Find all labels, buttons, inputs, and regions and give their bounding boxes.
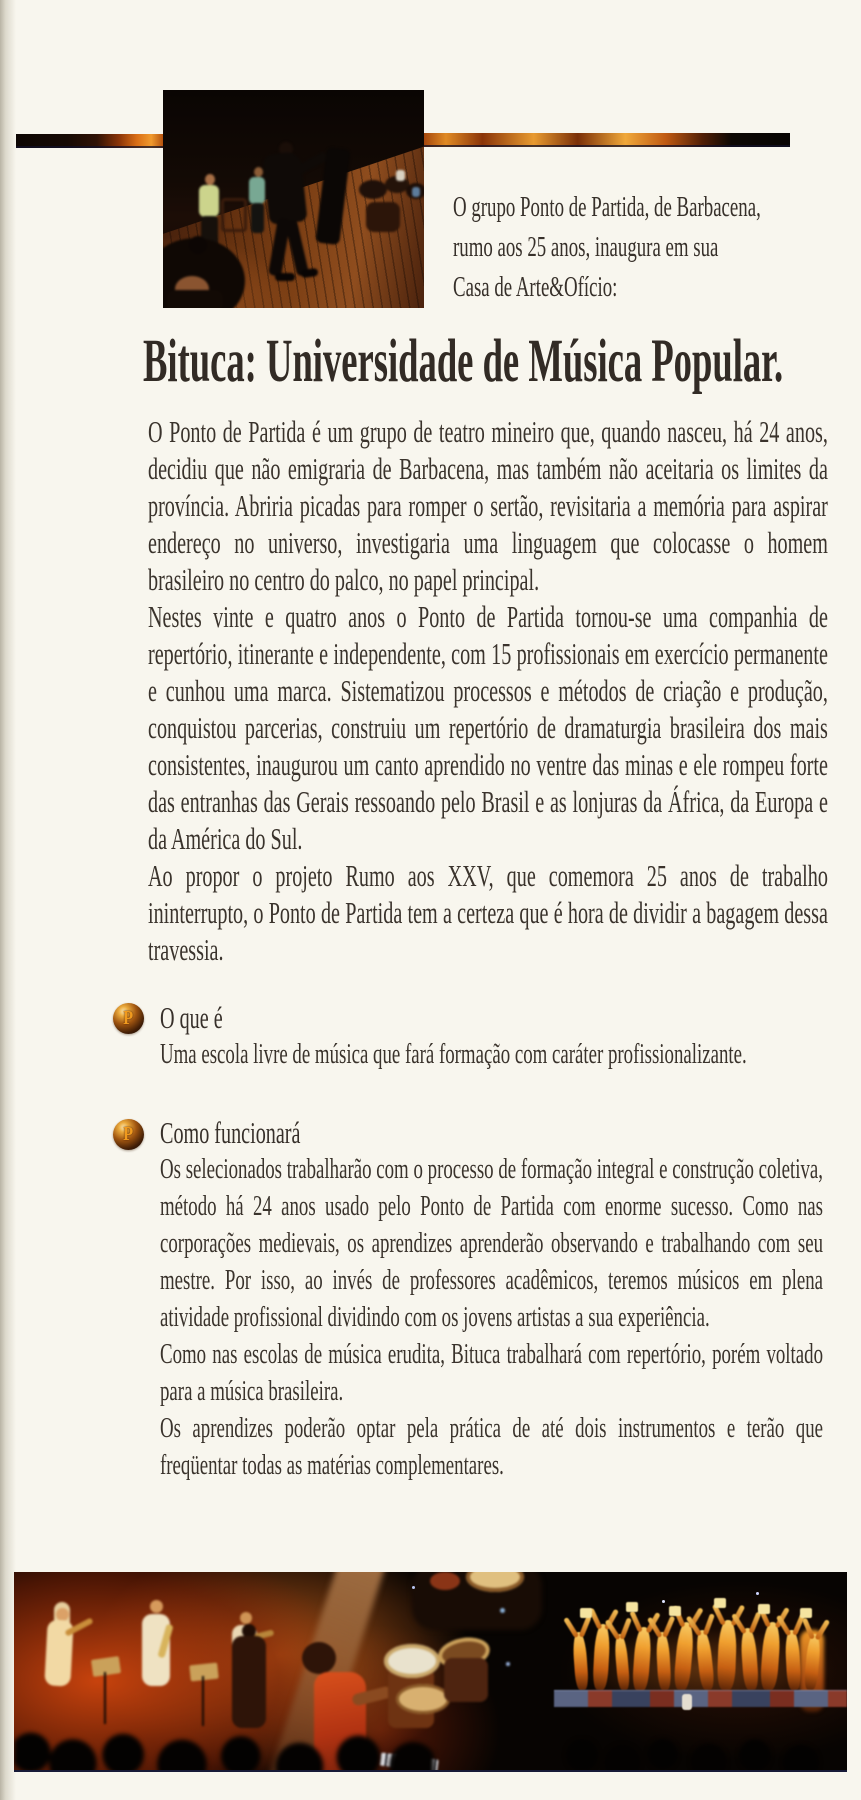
paragraph: Os aprendizes poderão optar pela prática de até dois instrumentos e terão que freqüentar todas as matérias complementares.	[160, 1412, 823, 1481]
top-photo	[163, 90, 424, 308]
photo-shape	[396, 170, 405, 181]
stage-edge-band	[554, 1690, 847, 1707]
audience-silhouettes	[14, 1714, 434, 1772]
paragraph: Ao propor o projeto Rumo aos XXV, que comemora 25 anos de trabalho ininterrupto, o Ponto de Partida tem a certeza que é hora de dividir a bagagem dessa travessia.	[148, 858, 828, 967]
dancer-figure	[717, 1620, 737, 1691]
photo-shape	[249, 177, 265, 204]
photo-shape	[275, 273, 295, 281]
photo-shape	[366, 202, 400, 232]
ponto-de-partida-logo-icon	[113, 1119, 144, 1150]
flame-rule-left	[16, 134, 163, 148]
logo-letter: P	[123, 1123, 134, 1145]
tambourine-shape	[580, 1608, 592, 1618]
stage-light-dot	[662, 1600, 665, 1603]
photo-shape	[251, 203, 264, 233]
page-title: Bituca: Universidade de Música Popular.	[143, 328, 784, 395]
photo-shape	[167, 290, 223, 308]
photo-shape	[301, 268, 319, 278]
photo-shape	[359, 180, 387, 199]
masthead-intro	[453, 187, 817, 307]
photo-figures	[163, 90, 424, 308]
intro-line: rumo aos 25 anos, inaugura em sua	[453, 231, 719, 263]
tambourine-shape	[800, 1608, 812, 1618]
section-como-funcionara	[160, 1114, 861, 1484]
section-o-que-e	[160, 999, 861, 1073]
stage-light-dot	[412, 1586, 415, 1589]
section-heading: Como funcionará	[160, 1115, 301, 1150]
paragraph: Como nas escolas de música erudita, Bituca trabalhará com repertório, porém voltado para a música brasileira.	[160, 1338, 823, 1407]
ponto-de-partida-logo-icon	[113, 1003, 144, 1034]
photo-shape	[189, 236, 207, 254]
page-title-wrap	[143, 327, 861, 397]
photo-shape	[221, 198, 247, 232]
photo-shape	[682, 1694, 692, 1710]
paragraph: O Ponto de Partida é um grupo de teatro mineiro que, quando nasceu, há 24 anos, decidiu que não emigraria de Barbacena, mas também não aceitaria os limites da província. Abriria picadas para romper o sertão, revisitaria a memória para aspirar endereço no universo, investigaria uma linguagem que colocasse o homem brasileiro no centro do palco, no papel principal.	[148, 414, 828, 597]
bottom-photo	[14, 1572, 847, 1772]
tambourine-shape	[714, 1598, 726, 1608]
tambourine-shape	[669, 1606, 681, 1616]
intro-line: O grupo Ponto de Partida, de Barbacena,	[453, 191, 761, 223]
page-left-fold	[0, 0, 16, 1800]
intro-copy	[148, 413, 861, 968]
flame-rule-right	[424, 133, 790, 147]
paragraph: Os selecionados trabalharão com o processo de formação integral e construção coletiva, método há 24 anos usado pelo Ponto de Partida com enorme sucesso. Como nas corporações medievais, os aprendizes aprenderão observando e trabalhando com seu mestre. Por isso, ao invés de professores acadêmicos, teremos músicos em plena atividade profissional dividindo com os jovens artistas a sua experiência.	[160, 1153, 823, 1333]
paragraph: Nestes vinte e quatro anos o Ponto de Partida tornou-se uma companhia de repertório, itinerante e independente, com 15 profissionais em exercício permanente e cunhou uma marca. Sistematizou processos e métodos de criação e produção, conquistou parcerias, construiu um repertório de dramaturgia brasileira dos mais consistentes, inaugurou um canto aprendido no ventre das minas e ele rompeu forte das entranhas das Gerais ressoando pelo Brasil e as lonjuras da África, da Europa e da América do Sul.	[148, 599, 828, 856]
section-heading: O que é	[160, 1000, 223, 1035]
paragraph: Uma escola livre de música que fará formação com caráter profissionalizante.	[160, 1038, 747, 1070]
intro-line: Casa de Arte&Ofício:	[453, 271, 618, 303]
stage-light-dot	[756, 1592, 759, 1595]
logo-letter: P	[123, 1007, 134, 1029]
photo-shape	[412, 187, 420, 197]
photo-shape	[254, 167, 263, 177]
tambourine-shape	[758, 1604, 770, 1614]
photo-shape	[205, 174, 215, 185]
audience-silhouettes	[559, 1718, 847, 1772]
photo-shape	[285, 219, 309, 276]
photo-shape	[199, 185, 219, 217]
tambourine-shape	[626, 1602, 638, 1612]
